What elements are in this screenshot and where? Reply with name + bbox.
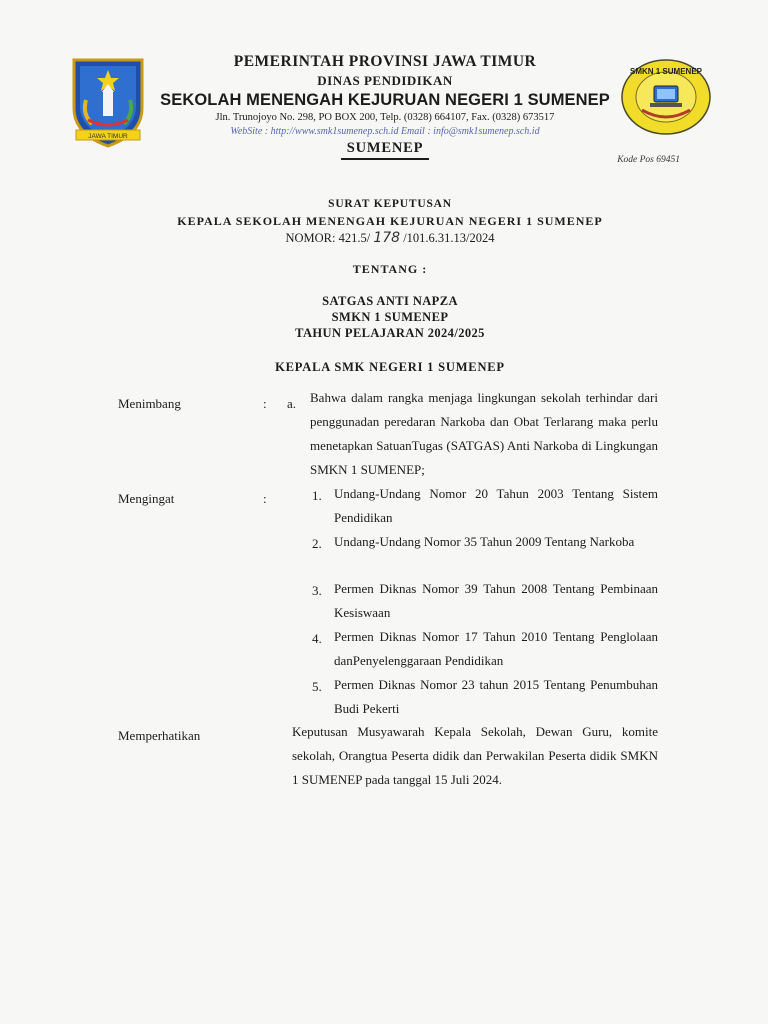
subject-line-3: TAHUN PELAJARAN 2024/2025 [295, 326, 485, 340]
decree-number-handwritten: 178 [373, 230, 401, 246]
decree-number-prefix: NOMOR: 421.5/ [285, 231, 374, 245]
mengingat-item-number: 4. [312, 631, 322, 646]
postal-code: Kode Pos 69451 [617, 155, 680, 165]
letterhead-school: SEKOLAH MENENGAH KEJURUAN NEGERI 1 SUMENEP [160, 91, 610, 109]
emblem-label: JAWA TIMUR [88, 133, 128, 140]
letterhead-office: DINAS PENDIDIKAN [317, 73, 453, 88]
mengingat-item: Permen Diknas Nomor 23 tahun 2015 Tentang Penumbuhan Budi Pekerti [334, 677, 658, 716]
letterhead-web-email: WebSite : http://www.smk1sumenep.sch.id Email : info@smk1sumenep.sch.id [230, 126, 540, 137]
memperhatikan-text: Keputusan Musyawarah Kepala Sekolah, Dewan Guru, komite sekolah, Orangtua Peserta didik dan Perwakilan Peserta didik SMKN 1 SUMENEP pada tanggal 15 Juli 2024. [292, 724, 658, 787]
decree-heading: SURAT KEPUTUSAN [328, 198, 452, 210]
mengingat-item: Permen Diknas Nomor 39 Tahun 2008 Tentang Pembinaan Kesiswaan [334, 581, 658, 620]
mengingat-item: Undang-Undang Nomor 20 Tahun 2003 Tentang Sistem Pendidikan [334, 486, 658, 525]
tentang-label: TENTANG : [352, 262, 428, 276]
mengingat-item: Permen Diknas Nomor 17 Tahun 2010 Tentang Penglolaan danPenyelenggaraan Pendidikan [334, 629, 658, 668]
mengingat-item-number: 1. [312, 488, 322, 503]
menimbang-text: Bahwa dalam rangka menjaga lingkungan sekolah terhindar dari penggunadan peredaran Narkoba dan Obat Terlarang maka perlu menetapkan SatuanTugas (SATGAS) Anti Narkoba di Lingkungan SMKN 1 SUMENEP; [310, 390, 658, 477]
menimbang-colon: : [263, 396, 267, 411]
letterhead [150, 52, 620, 160]
mengingat-colon: : [263, 491, 267, 506]
mengingat-item-number: 3. [312, 583, 322, 598]
memperhatikan-label: Memperhatikan [118, 728, 201, 743]
jawa-timur-emblem-icon [68, 56, 148, 148]
subject-line-2: SMKN 1 SUMENEP [331, 310, 449, 324]
letterhead-province: PEMERINTAH PROVINSI JAWA TIMUR [233, 53, 537, 70]
decree-number-suffix: /101.6.31.13/2024 [400, 231, 495, 245]
decree-number [100, 230, 680, 246]
menimbang-label: Menimbang [118, 396, 181, 411]
mengingat-label: Mengingat [118, 491, 175, 506]
smkn-1-sumenep-logo-icon [620, 58, 712, 136]
principal-heading: KEPALA SMK NEGERI 1 SUMENEP [275, 360, 505, 374]
mengingat-item-number: 2. [312, 536, 322, 551]
mengingat-item-number: 5. [312, 679, 322, 694]
menimbang-marker: a. [287, 396, 297, 411]
letterhead-city: SUMENEP [341, 138, 430, 160]
subject-line-1: SATGAS ANTI NAPZA [322, 294, 458, 308]
letterhead-address: Jln. Trunojoyo No. 298, PO BOX 200, Telp. (0328) 664107, Fax. (0328) 673517 [215, 112, 555, 123]
logo-label: SMKN 1 SUMENEP [629, 67, 703, 76]
mengingat-item: Undang-Undang Nomor 35 Tahun 2009 Tentang Narkoba [334, 534, 635, 549]
decree-issuer: KEPALA SEKOLAH MENENGAH KEJURUAN NEGERI 1 SUMENEP [177, 214, 603, 228]
